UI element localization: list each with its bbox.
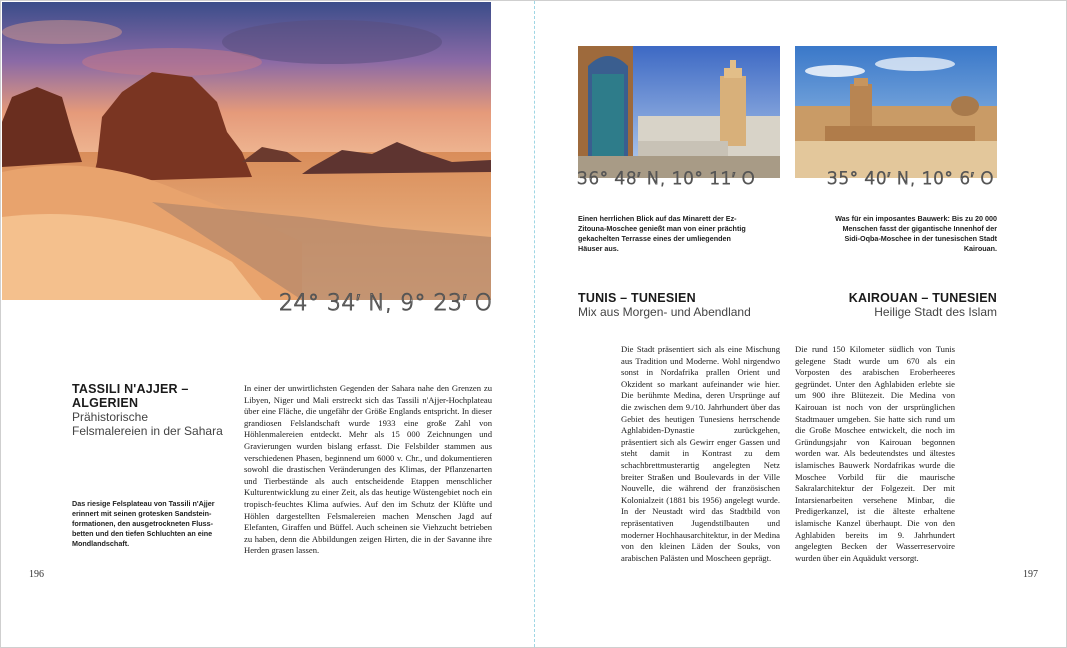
kairouan-title: KAIROUAN – TUNESIEN — [848, 291, 997, 305]
tassili-subtitle-line2: Felsmalereien in der Sahara — [72, 424, 223, 438]
kairouan-mosque-photo — [795, 46, 997, 178]
page-number-left: 196 — [29, 569, 44, 580]
tassili-body-text: In einer der unwirtlichsten Gegenden der Sahara nahe den Grenzen zu Libyen, Niger und Mali erstreckt sich das Tassili n'Ajjer-Hochplateau über eine Fläche, die ungefähr der Größe Englands entspricht. In dieser grandiosen Felslandschaft wurde 1933 eine große Zahl von Höhlenmalereien entdeckt. Mehr als 15 000 Zeichnungen und Gravierungen wurden bislang erfasst. Die Felsbilder stammen aus verschiedenen Phasen, beginnend um 6000 v. Chr., und dokumentieren sowohl die drastischen Veränderungen des Klimas, der Pflanzenarten und Tierbestände als auch entscheidende Etappen menschlicher Kulturentwicklung zu einer Zeit, als das heutige Wüstengebiet noch ein tropisch-feuchtes Klima aufwies. Auf den im Schutz der Klüfte und Höhlen dargestellten Felsmalereien machen Menschen Jagd auf Elefanten, Giraffen und Büffel. Auch scheinen sie Viehzucht betrieben zu haben, denn die Abbildungen zeigen Hirten, die in der Savanne ihre Herden grasen lassen. — [244, 383, 492, 556]
tunis-title: TUNIS – TUNESIEN — [578, 291, 696, 305]
kairouan-coordinate: 35° 40′ N, 10° 6′ O — [827, 169, 995, 189]
tassili-coordinate: 24° 34′ N, 9° 23′ O — [279, 291, 493, 316]
tassili-subtitle-line1: Prähistorische — [72, 410, 149, 424]
tassili-title-line2: ALGERIEN — [72, 396, 139, 410]
tunis-coordinate: 36° 48′ N, 10° 11′ O — [577, 169, 756, 189]
kairouan-subtitle: Heilige Stadt des Islam — [874, 305, 997, 319]
tunis-subtitle: Mix aus Morgen- und Abendland — [578, 305, 751, 319]
page-number-right: 197 — [1023, 569, 1038, 580]
tunis-photo-caption: Einen herrlichen Blick auf das Minarett der Ez-Zitouna-Moschee genießt man von einer prächtig gekachelten Terrasse eines der umliegenden Häuser aus. — [578, 214, 746, 253]
sahara-rock-photo — [2, 2, 491, 300]
kairouan-body-text: Die rund 150 Kilometer südlich von Tunis gelegene Stadt wurde um 670 als ein Vorposten des arabischen Eroberheeres gegründet. Unter den Aghlabiden erlebte sie um 900 ihre Blütezeit. Die Medina von Kairouan ist noch von der ursprünglichen Stadtmauer umgeben. Sie hatte sich rund um die Große Moschee entwickelt, die noch im Gründungsjahr von Kairouan begonnen worden war. Als bedeutendstes und ältestes islamisches Bauwerk Nordafrikas wurde die Moschee Vorbild für die maurische Sakralarchitektur der Folgezeit. Der mit Intarsienarbeiten versehene Minbar, die Predigerkanzel, ist die älteste erhaltene islamische Kanzel überhaupt. Die von den Aghlabiden bereits im 9. Jahrhundert angelegten Becken der Wasserreservoire wurden über ein Aquädukt versorgt. — [795, 344, 955, 563]
tassili-title-line1: TASSILI N'AJJER – — [72, 382, 189, 396]
page-gutter — [534, 1, 535, 647]
tunis-body-text: Die Stadt präsentiert sich als eine Mischung aus Tradition und Moderne. Wohl nirgendwo sonst in Nordafrika prallen Orient und Okzident so markant aufeinander wie hier. Die berühmte Medina, deren Ursprünge auf die zwischen dem 9./10. Jahrhundert über das Gebiet des heutigen Tunesiens herrschende Aghlabiden-Dynastie zurückgehen, präsentiert sich als Gewirr enger Gassen und steht damit in Kontrast zu dem schachbrettmusterartig angelegten Netz breiter Straßen und Boulevards in der Ville Nouvelle, die während der französischen Kolonialzeit (1881 bis 1956) angelegt wurde. In der Neustadt wird das Stadtbild von repräsentativen Jugendstilbauten und moderner Hochhausarchitektur, in der Medina von den kleinen Läden der Souks, von arabischen Palästen und Moscheen geprägt. — [621, 344, 780, 563]
tassili-photo-caption: Das riesige Felsplateau von Tassili n'Ajjer erinnert mit seinen grotesken Sandsteinformationen, den ausgetrockneten Flussbetten und den tiefen Schluchten an eine Mondlandschaft. — [72, 499, 215, 548]
kairouan-photo-caption: Was für ein imposantes Bauwerk: Bis zu 20 000 Menschen fasst der gigantische Innenhof der Sidi-Oqba-Moschee in der tunesischen Stadt Kairouan. — [835, 214, 997, 253]
tunis-minaret-photo — [578, 46, 780, 178]
